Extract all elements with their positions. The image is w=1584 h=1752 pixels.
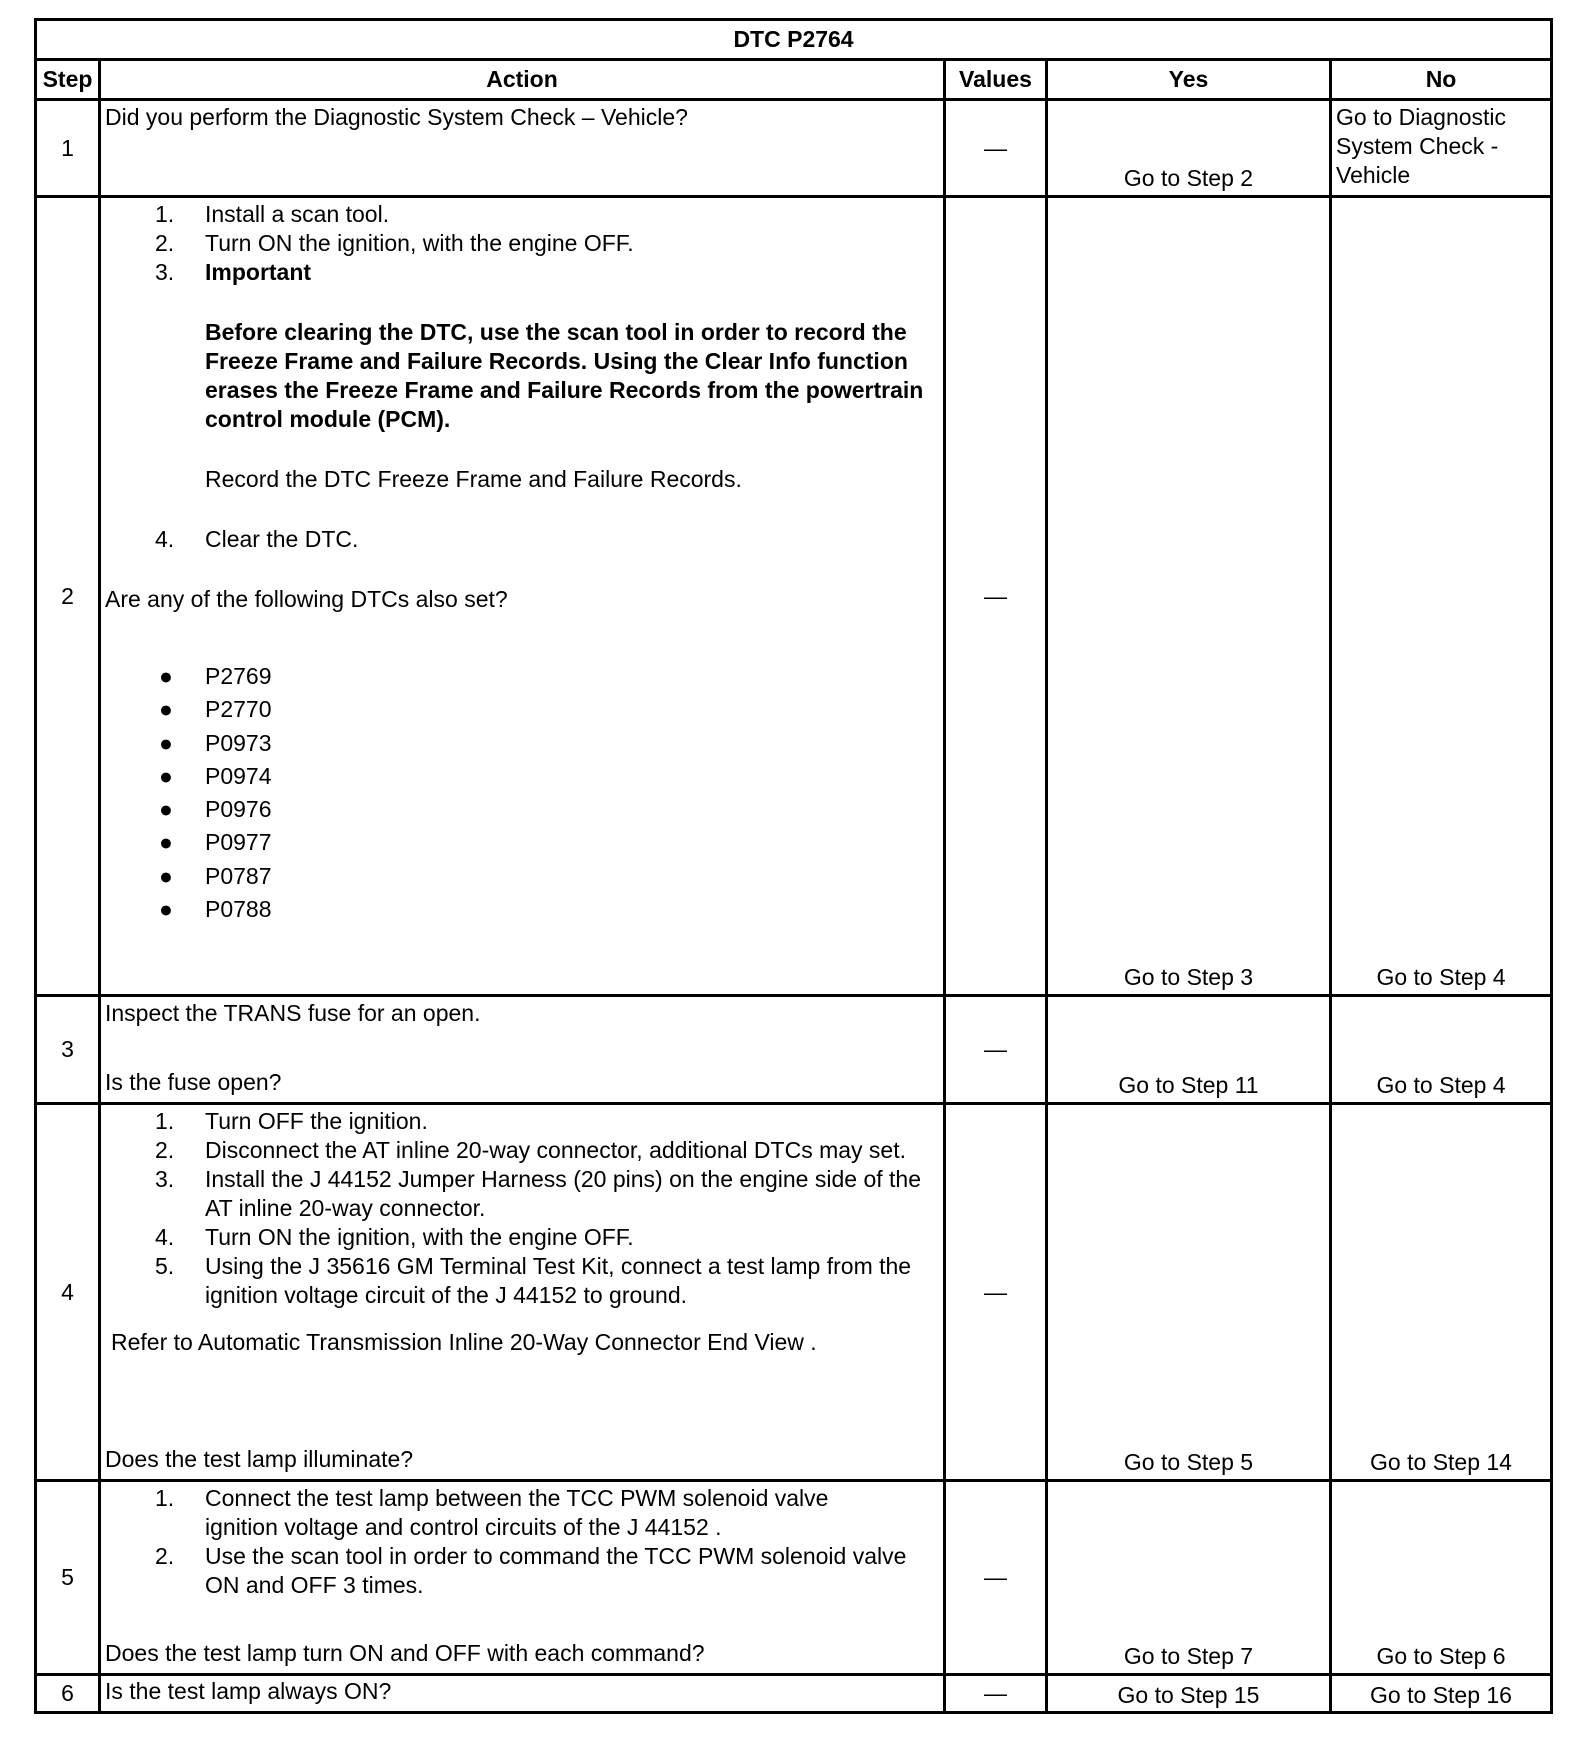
step-number: 3 — [36, 996, 100, 1104]
bullet-icon: ● — [159, 762, 173, 789]
dtc-code: P0788 — [205, 896, 272, 923]
header-no: No — [1331, 60, 1552, 100]
item-text: Using the J 35616 GM Terminal Test Kit, connect a test lamp from the ignition voltage circuit of the J 44152 to ground. — [205, 1253, 912, 1308]
item-number: 5. — [155, 1253, 175, 1279]
item-text: Install a scan tool. — [205, 201, 390, 227]
item-text: Connect the test lamp between the TCC PWM solenoid valve ignition voltage and control circuits of the J 44152 . — [205, 1485, 829, 1540]
step-list — [105, 1484, 939, 1600]
action-cell — [100, 996, 945, 1104]
table-title: DTC P2764 — [36, 20, 1552, 60]
value-cell: — — [945, 1104, 1047, 1481]
no-cell: Go to Step 16 — [1331, 1675, 1552, 1713]
list-item — [105, 660, 939, 693]
item-text: Use the scan tool in order to command the TCC PWM solenoid valve ON and OFF 3 times. — [205, 1543, 907, 1598]
yes-cell: Go to Step 7 — [1047, 1481, 1331, 1675]
action-cell — [100, 197, 945, 996]
list-item — [105, 727, 939, 760]
list-item — [105, 1542, 939, 1600]
step-number: 6 — [36, 1675, 100, 1713]
bullet-icon: ● — [159, 729, 173, 756]
dtc-code: P0974 — [205, 762, 272, 789]
step-number: 5 — [36, 1481, 100, 1675]
item-text: Clear the DTC. — [205, 526, 359, 552]
list-item — [105, 258, 939, 287]
action-question: Is the test lamp always ON? — [105, 1678, 392, 1704]
list-item — [105, 860, 939, 893]
list-item — [105, 1107, 939, 1136]
dtc-document — [34, 18, 1550, 1714]
yes-cell: Go to Step 15 — [1047, 1675, 1331, 1713]
list-item — [105, 1165, 939, 1223]
no-cell: Go to Step 14 — [1331, 1104, 1552, 1481]
yes-cell: Go to Step 5 — [1047, 1104, 1331, 1481]
bullet-icon: ● — [159, 796, 173, 823]
header-action: Action — [100, 60, 945, 100]
yes-cell: Go to Step 11 — [1047, 996, 1331, 1104]
bullet-icon: ● — [159, 862, 173, 889]
no-line: Vehicle — [1336, 162, 1411, 188]
list-item — [105, 793, 939, 826]
bullet-icon: ● — [159, 663, 173, 689]
table-row-step-3 — [36, 996, 1552, 1104]
table-row-step-1 — [36, 100, 1552, 197]
step-number: 4 — [36, 1104, 100, 1481]
action-text: Inspect the TRANS fuse for an open. — [105, 1000, 481, 1026]
item-number: 1. — [155, 1485, 175, 1511]
item-number: 3. — [155, 1166, 175, 1192]
value-cell: — — [945, 100, 1047, 197]
item-text: Disconnect the AT inline 20-way connector, additional DTCs may set. — [205, 1137, 906, 1163]
list-item — [105, 1136, 939, 1165]
item-number: 4. — [155, 526, 175, 552]
dtc-code: P2770 — [205, 696, 272, 723]
refer-text: Refer to Automatic Transmission Inline 20-Way Connector End View . — [111, 1329, 817, 1355]
action-content — [105, 1107, 939, 1474]
bullet-icon: ● — [159, 896, 173, 923]
dtc-code: P2769 — [205, 663, 272, 689]
diagnostic-table — [34, 18, 1553, 1714]
title-row — [36, 20, 1552, 60]
item-number: 2. — [155, 1137, 175, 1163]
important-label: Important — [205, 259, 312, 285]
dtc-code: P0976 — [205, 796, 272, 823]
list-item — [105, 826, 939, 859]
item-number: 1. — [155, 201, 175, 227]
dtc-code: P0977 — [205, 829, 272, 856]
yes-cell: Go to Step 2 — [1047, 100, 1331, 197]
list-item — [105, 525, 939, 554]
table-row-step-6 — [36, 1675, 1552, 1713]
step-number: 1 — [36, 100, 100, 197]
item-text: Turn ON the ignition, with the engine OFF. — [205, 230, 634, 256]
bullet-icon: ● — [159, 696, 173, 723]
action-question: Is the fuse open? — [105, 1069, 282, 1095]
list-item — [105, 200, 939, 229]
action-cell — [100, 1481, 945, 1675]
value-cell: — — [945, 197, 1047, 996]
action-cell — [100, 1675, 945, 1713]
value-cell: — — [945, 1675, 1047, 1713]
table-row-step-2 — [36, 197, 1552, 996]
no-line: Go to Diagnostic — [1336, 104, 1507, 130]
header-row — [36, 60, 1552, 100]
list-item — [105, 693, 939, 726]
dtc-code: P0973 — [205, 729, 272, 756]
item-number: 3. — [155, 259, 175, 285]
item-number: 4. — [155, 1224, 175, 1250]
action-content — [105, 999, 939, 1097]
step-number: 2 — [36, 197, 100, 996]
value-cell: — — [945, 1481, 1047, 1675]
value-cell: — — [945, 996, 1047, 1104]
item-text: Install the J 44152 Jumper Harness (20 pins) on the engine side of the AT inline 20-way connector. — [205, 1166, 921, 1221]
action-question: Are any of the following DTCs also set? — [105, 586, 508, 612]
list-item — [105, 1223, 939, 1252]
header-step: Step — [36, 60, 100, 100]
no-cell: Go to Step 6 — [1331, 1481, 1552, 1675]
list-item — [105, 760, 939, 793]
action-cell — [100, 100, 945, 197]
yes-cell: Go to Step 3 — [1047, 197, 1331, 996]
dtc-list — [105, 660, 939, 926]
table-row-step-5 — [36, 1481, 1552, 1675]
no-line: System Check - — [1336, 133, 1499, 159]
action-question: Does the test lamp turn ON and OFF with each command? — [105, 1640, 705, 1666]
list-item — [105, 229, 939, 258]
list-item — [105, 1484, 939, 1542]
action-content — [105, 1484, 939, 1668]
item-text: Turn OFF the ignition. — [205, 1108, 428, 1134]
item-number: 2. — [155, 230, 175, 256]
no-cell: Go to Step 4 — [1331, 197, 1552, 996]
item-number: 2. — [155, 1543, 175, 1569]
action-question: Does the test lamp illuminate? — [105, 1446, 414, 1472]
header-yes: Yes — [1047, 60, 1331, 100]
action-cell — [100, 1104, 945, 1481]
header-values: Values — [945, 60, 1047, 100]
dtc-code: P0787 — [205, 862, 272, 889]
important-text: Before clearing the DTC, use the scan tool in order to record the Freeze Frame and Failure Records. Using the Clear Info function erases the Freeze Frame and Failure Records from the powertrain control module (PCM). — [205, 319, 924, 432]
action-question: Did you perform the Diagnostic System Check – Vehicle? — [105, 104, 688, 130]
list-item — [105, 1252, 939, 1310]
record-text: Record the DTC Freeze Frame and Failure Records. — [205, 466, 742, 492]
table-row-step-4 — [36, 1104, 1552, 1481]
bullet-icon: ● — [159, 829, 173, 856]
item-text: Turn ON the ignition, with the engine OFF. — [205, 1224, 634, 1250]
list-item — [105, 893, 939, 926]
no-cell: Go to Step 4 — [1331, 996, 1552, 1104]
item-number: 1. — [155, 1108, 175, 1134]
step-list — [105, 1107, 939, 1357]
no-cell — [1331, 100, 1552, 197]
